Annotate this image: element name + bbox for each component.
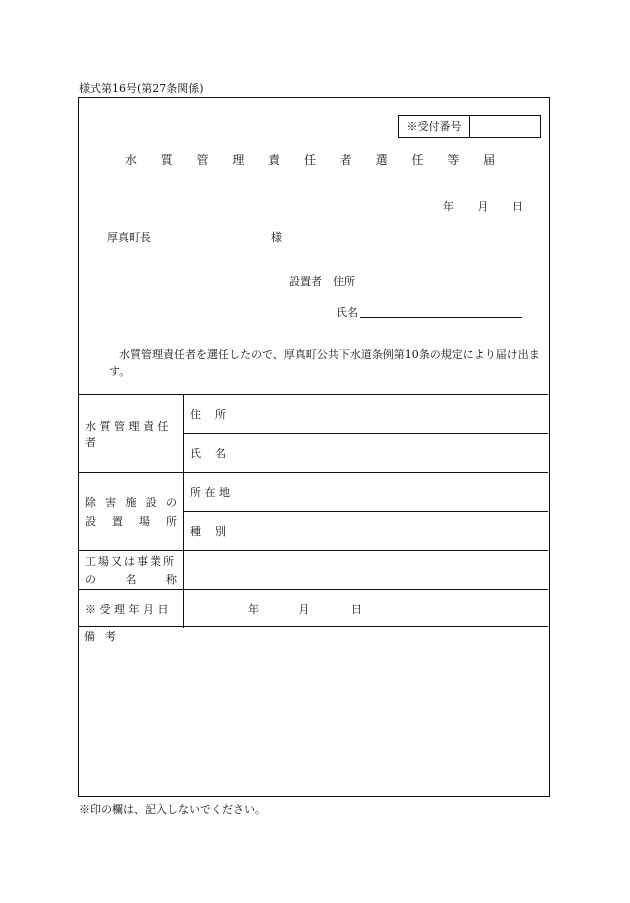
facility-label-char: 設 xyxy=(85,515,96,528)
manager-address-field[interactable] xyxy=(184,395,549,434)
footnote: ※印の欄は、記入しないでください。 xyxy=(79,803,266,816)
facility-type-label-2: 別 xyxy=(215,525,226,538)
facility-label-char: 施 xyxy=(125,496,137,509)
received-date-field[interactable] xyxy=(184,590,549,629)
manager-name-field[interactable] xyxy=(184,434,549,473)
received-day-label: 日 xyxy=(351,603,362,616)
applicant-name-label: 氏名 xyxy=(336,306,358,319)
manager-name-label-2: 名 xyxy=(215,447,226,460)
facility-location-label: 所 在 地 xyxy=(190,486,230,499)
received-date-label: ※ 受 理 年 月 日 xyxy=(85,603,169,616)
submission-date[interactable]: 年 月 日 xyxy=(443,200,523,213)
manager-label: 水 質 管 理 責 任 者 xyxy=(85,419,169,449)
facility-label-char: 除 xyxy=(85,496,96,509)
facility-label-char: 置 xyxy=(112,515,123,528)
statement-text: 水質管理責任者を選任したので、厚真町公共下水道条例第10条の規定により届け出ます。 xyxy=(109,348,540,378)
workplace-header xyxy=(79,551,184,590)
received-month-label: 月 xyxy=(298,603,310,616)
remarks-divider xyxy=(79,626,548,627)
receipt-number-label: ※受付番号 xyxy=(399,116,470,137)
receipt-number-box xyxy=(398,115,541,138)
facility-type-field[interactable] xyxy=(184,512,549,551)
facility-label-line2 xyxy=(85,513,177,529)
addressee-honorific: 様 xyxy=(271,231,282,244)
manager-address-label-1: 住 xyxy=(190,408,201,421)
facility-location-field[interactable] xyxy=(184,473,549,512)
applicant-address-label: 設置者 住所 xyxy=(289,275,355,288)
application-form xyxy=(78,97,550,797)
facility-type-label-1: 種 xyxy=(190,525,201,538)
received-date-header xyxy=(79,590,184,629)
workplace-name-field[interactable] xyxy=(184,551,549,590)
facility-label-char: 設 xyxy=(145,496,157,509)
facility-label-char: 場 xyxy=(139,515,150,528)
facility-label-char: 所 xyxy=(166,515,177,528)
form-number-label: 様式第16号(第27条関係) xyxy=(79,82,204,95)
addressee: 厚真町長 xyxy=(107,231,151,244)
manager-header xyxy=(79,395,184,473)
workplace-label-char: 称 xyxy=(166,573,177,586)
manager-address-label-2: 所 xyxy=(215,408,226,421)
workplace-label-line2 xyxy=(85,571,177,587)
facility-label-char: 害 xyxy=(105,496,117,509)
received-year-label: 年 xyxy=(248,603,259,616)
facility-label-char: の xyxy=(166,496,177,509)
facility-label-line1 xyxy=(85,494,177,510)
receipt-number-field[interactable] xyxy=(470,116,540,137)
remarks-label: 備考 xyxy=(84,630,126,643)
workplace-label-char: 名 xyxy=(125,573,137,586)
facility-header xyxy=(79,473,184,551)
applicant-name-field[interactable] xyxy=(360,317,522,318)
workplace-label-line1: 工場又は事業所 xyxy=(85,555,176,568)
form-title: 水 質 管 理 責 任 者 選 任 等 届 xyxy=(124,153,506,167)
manager-name-label-1: 氏 xyxy=(190,447,201,460)
workplace-label-char: の xyxy=(85,573,96,586)
details-table xyxy=(79,394,548,628)
